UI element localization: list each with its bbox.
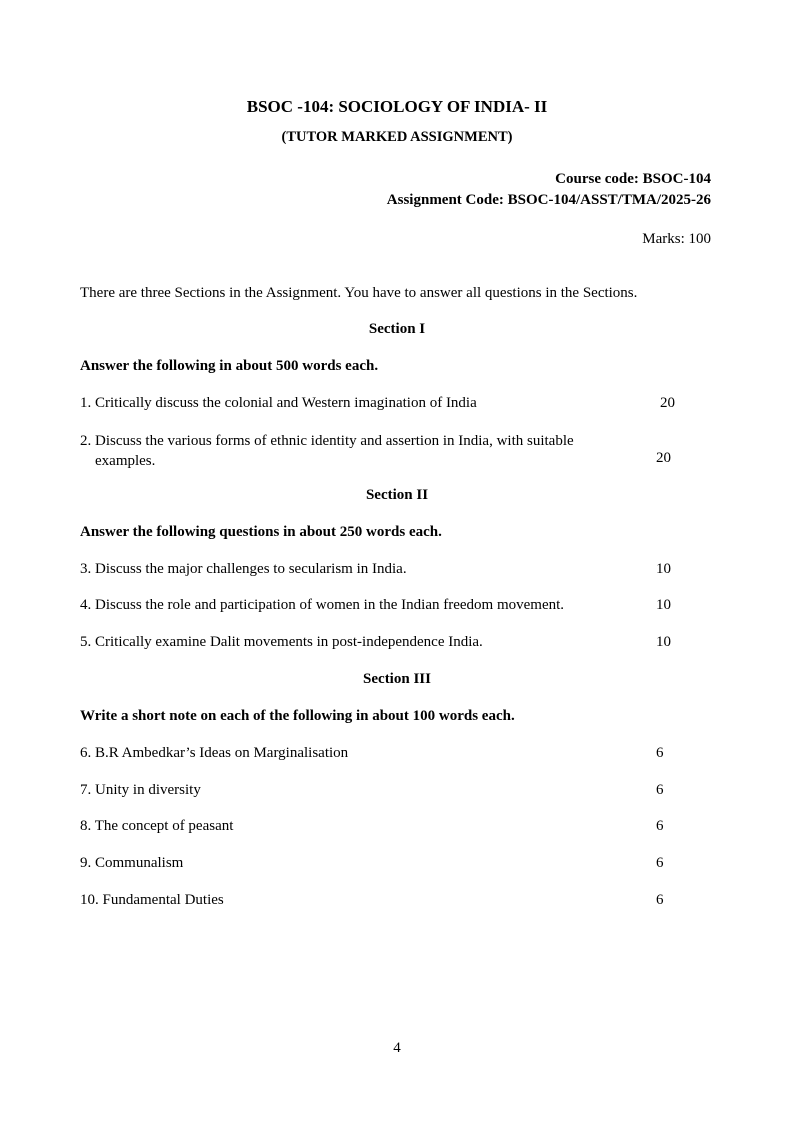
section-3-instruction: Write a short note on each of the following in about 100 words each. — [80, 708, 515, 724]
question-4: 4. Discuss the role and participation of women in the Indian freedom movement. — [80, 597, 565, 613]
question-6: 6. B.R Ambedkar’s Ideas on Marginalisation — [80, 745, 349, 761]
question-8-marks: 6 — [656, 818, 664, 834]
question-10: 10. Fundamental Duties — [80, 892, 224, 908]
question-1: 1. Critically discuss the colonial and Western imagination of India — [80, 395, 477, 411]
question-2-line-2: examples. — [95, 453, 156, 469]
question-7: 7. Unity in diversity — [80, 782, 201, 798]
question-3: 3. Discuss the major challenges to secularism in India. — [80, 561, 407, 577]
total-marks: Marks: 100 — [642, 231, 711, 247]
section-2-instruction: Answer the following questions in about 250 words each. — [80, 524, 442, 540]
question-5: 5. Critically examine Dalit movements in post-independence India. — [80, 634, 483, 650]
question-2-marks: 20 — [656, 450, 671, 466]
question-4-marks: 10 — [656, 597, 671, 613]
document-subtitle: (TUTOR MARKED ASSIGNMENT) — [281, 129, 513, 145]
page-number: 4 — [393, 1040, 401, 1056]
question-6-marks: 6 — [656, 745, 664, 761]
course-code: Course code: BSOC-104 — [555, 171, 711, 187]
section-1-heading: Section I — [368, 321, 426, 337]
question-10-marks: 6 — [656, 892, 664, 908]
intro-text: There are three Sections in the Assignment. You have to answer all questions in the Sections. — [80, 285, 638, 301]
question-7-marks: 6 — [656, 782, 664, 798]
question-9: 9. Communalism — [80, 855, 184, 871]
question-3-marks: 10 — [656, 561, 671, 577]
question-2-line-1: 2. Discuss the various forms of ethnic identity and assertion in India, with suitable — [80, 433, 574, 449]
question-9-marks: 6 — [656, 855, 664, 871]
question-1-marks: 20 — [660, 395, 675, 411]
section-1-instruction: Answer the following in about 500 words each. — [80, 358, 379, 374]
question-8: 8. The concept of peasant — [80, 818, 234, 834]
document-title: BSOC -104: SOCIOLOGY OF INDIA- II — [246, 97, 548, 116]
section-3-heading: Section III — [363, 671, 431, 687]
section-2-heading: Section II — [365, 487, 429, 503]
question-5-marks: 10 — [656, 634, 671, 650]
question-2 — [80, 431, 640, 471]
assignment-code: Assignment Code: BSOC-104/ASST/TMA/2025-26 — [386, 192, 711, 208]
